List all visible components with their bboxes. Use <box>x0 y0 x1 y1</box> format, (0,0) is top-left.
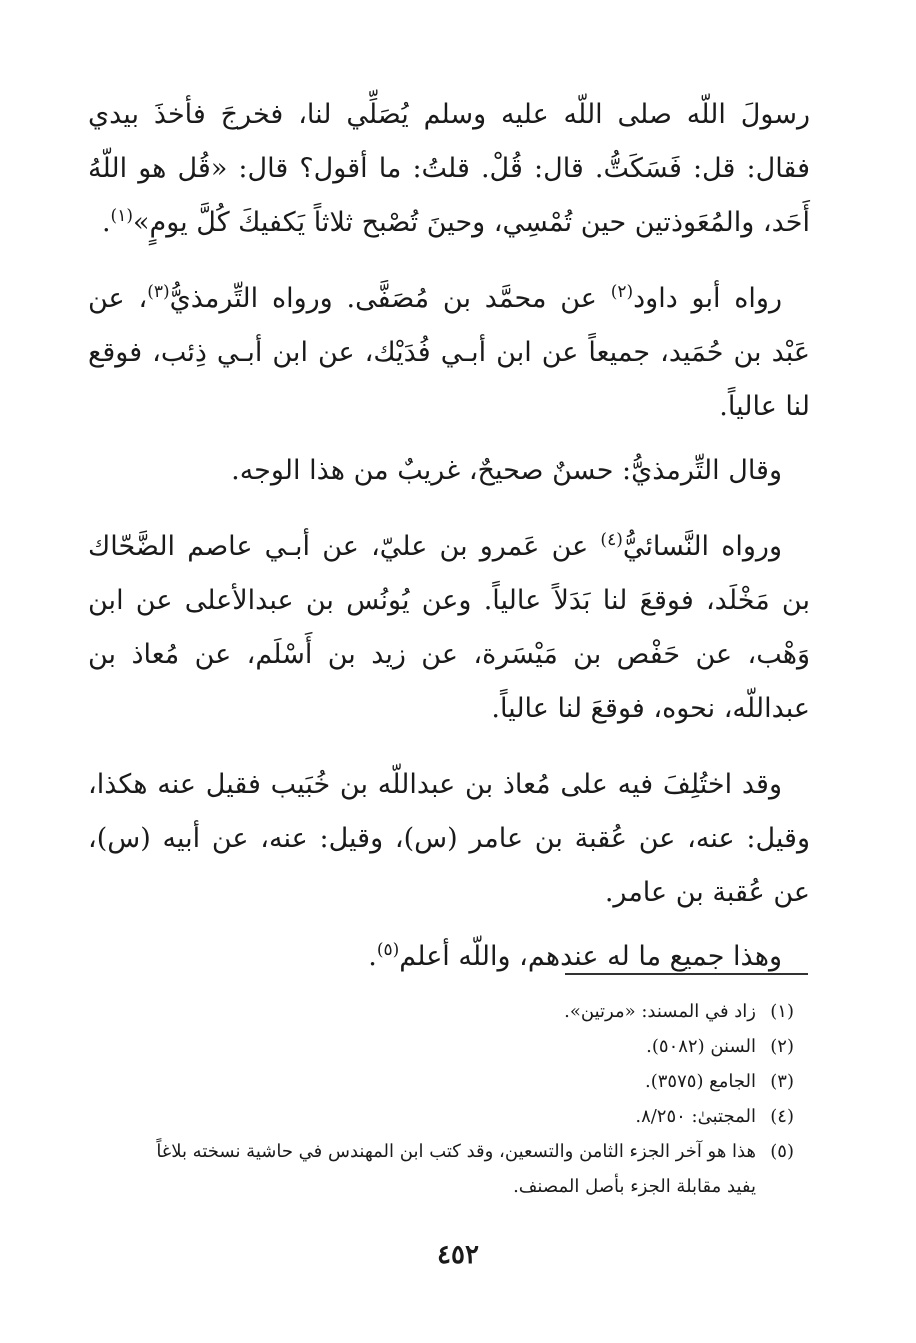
footnote-text: الجامع (٣٥٧٥). <box>645 1071 756 1092</box>
main-text <box>88 88 810 984</box>
paragraph-text: رواه أبو داود <box>633 283 783 314</box>
paragraph-text: عن عَمرو بن عليّ، عن أبـي عاصم الضَّحّاك بن مَخْلَد، فوقعَ لنا بَدَلاً عالياً. وعن يُونُس بن عبدالأعلى عن ابن وَهْب، عن حَفْص بن مَيْسَرة، عن زيد بن أَسْلَم، عن مُعاذ بن عبداللّه، نحوه، فوقعَ لنا عالياً. <box>88 531 810 724</box>
footnote-2 <box>84 1029 794 1064</box>
paragraph-end: . <box>368 941 377 972</box>
footnote-text: هذا هو آخر الجزء الثامن والتسعين، وقد كتب ابن المهندس في حاشية نسخته بلاغاً <box>156 1141 756 1162</box>
paragraph-nasai <box>88 520 810 736</box>
paragraph-abu-dawud <box>88 272 810 434</box>
footnote-number: (٤) <box>770 1106 794 1127</box>
footnote-text: زاد في المسند: «مرتين». <box>564 1001 756 1022</box>
paragraph-text: وقال التِّرمذيُّ: حسنٌ صحيحٌ، غريبٌ من هذا الوجه. <box>231 455 782 486</box>
paragraph-text: وقد اختُلِفَ فيه على مُعاذ بن عبداللّه بن خُبَيب فقيل عنه هكذا، وقيل: عنه، عن عُقبة بن عامر (س)، وقيل: عنه، عن أبيه (س)، عن عُقبة بن عامر. <box>88 769 810 908</box>
footnote-text: السنن (٥٠٨٢). <box>646 1036 756 1057</box>
paragraph-text: ورواه النَّسائيُّ <box>622 531 782 562</box>
footnote-marker: (٥) <box>376 940 400 960</box>
footnote-4 <box>84 1099 794 1134</box>
footnote-number: (٢) <box>770 1036 794 1057</box>
footnote-marker: (١) <box>110 206 133 226</box>
footnote-divider <box>565 973 808 975</box>
paragraph-closing <box>88 930 810 984</box>
footnote-number: (١) <box>770 1001 794 1022</box>
footnote-1 <box>84 994 794 1029</box>
footnote-3 <box>84 1064 794 1099</box>
paragraph-text: وهذا جميع ما له عندهم، واللّه أعلم <box>399 941 782 972</box>
footnote-number: (٥) <box>770 1141 794 1162</box>
footnotes <box>84 994 794 1204</box>
paragraph-end: . <box>101 207 111 238</box>
footnote-5 <box>84 1134 794 1204</box>
footnote-text: المجتبىٰ: ٨/٢٥٠. <box>635 1106 756 1127</box>
footnote-marker: (٤) <box>600 530 623 550</box>
paragraph-ikhtilaf <box>88 758 810 920</box>
paragraph-text: عن محمَّد بن مُصَفَّى. ورواه التِّرمذيُّ <box>169 283 611 314</box>
footnote-marker: (٣) <box>147 282 170 302</box>
paragraph-text: ، عن عَبْد بن حُمَيد، جميعاً عن ابن أبـي فُدَيْك، عن ابن أبـي ذِئب، فوقع لنا عالياً. <box>88 283 810 422</box>
footnote-marker: (٢) <box>610 282 634 302</box>
paragraph-text: رسولَ اللّه صلى اللّه عليه وسلم يُصَلِّي لنا، فخرجَ فأخذَ بيدي فقال: قل: فَسَكَتُّ. قال: قُلْ. قلتُ: ما أقول؟ قال: «قُل هو اللّهُ أَحَد، والمُعَوذتين حين تُمْسِي، وحينَ تُصْبح ثلاثاً يَكفيكَ كُلَّ يومٍ» <box>88 99 810 238</box>
paragraph-hadith <box>88 88 810 250</box>
footnote-number: (٣) <box>770 1071 794 1092</box>
footnote-text-continued: يفيد مقابلة الجزء بأصل المصنف. <box>513 1176 756 1197</box>
paragraph-tirmidhi <box>88 444 810 498</box>
page-number: ٤٥٢ <box>437 1240 479 1270</box>
